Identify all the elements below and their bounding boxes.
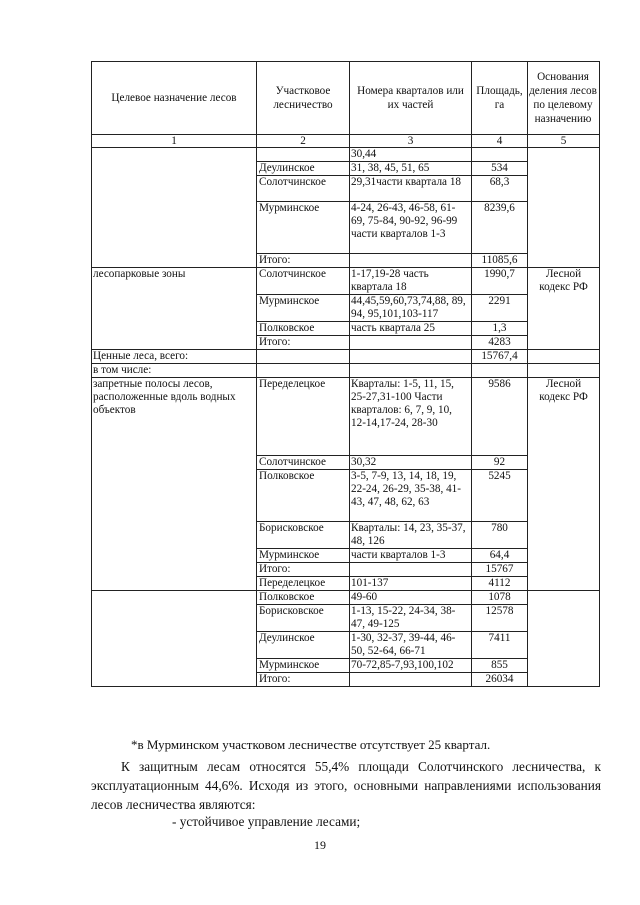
- quarters-cell: 1-17,19-28 часть квартала 18: [350, 268, 472, 295]
- area-cell: 9586: [472, 378, 528, 456]
- quarters-cell: 70-72,85-7,93,100,102: [350, 659, 472, 673]
- area-cell: 64,4: [472, 549, 528, 563]
- header-quarters: Номера кварталов или их частей: [350, 62, 472, 135]
- area-cell: 1078: [472, 591, 528, 605]
- forestry-cell: Мурминское: [257, 549, 350, 563]
- forestry-cell: Солотчинское: [257, 268, 350, 295]
- forestry-cell: Мурминское: [257, 202, 350, 254]
- forestry-cell: Солотчинское: [257, 456, 350, 470]
- header-basis: Основания деления лесов по целевому назначению: [528, 62, 600, 135]
- forestry-cell: [257, 350, 350, 364]
- quarters-cell: 44,45,59,60,73,74,88, 89, 94, 95,101,103-117: [350, 295, 472, 322]
- basis-cell: Лесной кодекс РФ: [528, 378, 600, 591]
- area-cell: 8239,6: [472, 202, 528, 254]
- column-number: 3: [350, 135, 472, 148]
- forestry-cell: Итого:: [257, 673, 350, 687]
- column-number: 4: [472, 135, 528, 148]
- column-number-row: [92, 135, 600, 148]
- purpose-cell: в том числе:: [92, 364, 257, 378]
- column-number: 2: [257, 135, 350, 148]
- forestry-cell: Переделецкое: [257, 577, 350, 591]
- forestry-cell: Борисковское: [257, 605, 350, 632]
- quarters-cell: 31, 38, 45, 51, 65: [350, 162, 472, 176]
- area-cell: 11085,6: [472, 254, 528, 268]
- purpose-cell: запретные полосы лесов, расположенные вдоль водных объектов: [92, 378, 257, 591]
- area-cell: [472, 148, 528, 162]
- header-forestry: Участковое лесничество: [257, 62, 350, 135]
- forestry-cell: Полковское: [257, 470, 350, 522]
- area-cell: 15767: [472, 563, 528, 577]
- table-row: [92, 350, 600, 364]
- area-cell: [472, 364, 528, 378]
- table-body: [92, 148, 600, 687]
- quarters-cell: 1-30, 32-37, 39-44, 46-50, 52-64, 66-71: [350, 632, 472, 659]
- quarters-cell: 30,32: [350, 456, 472, 470]
- quarters-cell: 1-13, 15-22, 24-34, 38-47, 49-125: [350, 605, 472, 632]
- area-cell: 780: [472, 522, 528, 549]
- quarters-cell: части кварталов 1-3: [350, 549, 472, 563]
- area-cell: 4283: [472, 336, 528, 350]
- purpose-cell: Ценные леса, всего:: [92, 350, 257, 364]
- purpose-cell: [92, 591, 257, 687]
- forestry-cell: Деулинское: [257, 162, 350, 176]
- forestry-cell: Итого:: [257, 336, 350, 350]
- quarters-cell: [350, 364, 472, 378]
- quarters-cell: [350, 336, 472, 350]
- forestry-cell: Мурминское: [257, 295, 350, 322]
- area-cell: 855: [472, 659, 528, 673]
- basis-cell: Лесной кодекс РФ: [528, 268, 600, 350]
- area-cell: 68,3: [472, 176, 528, 202]
- quarters-cell: часть квартала 25: [350, 322, 472, 336]
- quarters-cell: 101-137: [350, 577, 472, 591]
- table-row: [92, 268, 600, 295]
- forestry-cell: Полковское: [257, 322, 350, 336]
- quarters-cell: 30,44: [350, 148, 472, 162]
- header-purpose: Целевое назначение лесов: [92, 62, 257, 135]
- purpose-cell: лесопарковые зоны: [92, 268, 257, 350]
- forestry-cell: [257, 148, 350, 162]
- forestry-cell: Итого:: [257, 254, 350, 268]
- basis-cell: [528, 350, 600, 364]
- quarters-cell: [350, 350, 472, 364]
- table-row: [92, 378, 600, 456]
- area-cell: 1990,7: [472, 268, 528, 295]
- forestry-cell: Итого:: [257, 563, 350, 577]
- quarters-cell: 29,31части квартала 18: [350, 176, 472, 202]
- area-cell: 15767,4: [472, 350, 528, 364]
- purpose-cell: [92, 148, 257, 268]
- area-cell: 12578: [472, 605, 528, 632]
- area-cell: 1,3: [472, 322, 528, 336]
- forestry-cell: Деулинское: [257, 632, 350, 659]
- area-cell: 5245: [472, 470, 528, 522]
- area-cell: 7411: [472, 632, 528, 659]
- quarters-cell: 3-5, 7-9, 13, 14, 18, 19, 22-24, 26-29, 35-38, 41-43, 47, 48, 62, 63: [350, 470, 472, 522]
- table-row: [92, 591, 600, 605]
- quarters-cell: [350, 254, 472, 268]
- forestry-cell: Солотчинское: [257, 176, 350, 202]
- page-number: 19: [314, 838, 326, 852]
- forestry-cell: Переделецкое: [257, 378, 350, 456]
- quarters-cell: 49-60: [350, 591, 472, 605]
- forestry-cell: Полковское: [257, 591, 350, 605]
- table-header-row: [92, 62, 600, 135]
- paragraph-text: К защитным лесам относятся 55,4% площади Солотчинского лесничества, к эксплуатационным 44,6%. Исходя из этого, основными направлениями использования лесов лесничества являются:: [91, 759, 601, 812]
- area-cell: 26034: [472, 673, 528, 687]
- body-paragraph: [91, 757, 601, 814]
- area-cell: 2291: [472, 295, 528, 322]
- quarters-cell: Кварталы: 1-5, 11, 15, 25-27,31-100 Части кварталов: 6, 7, 9, 10, 12-14,17-24, 28-30: [350, 378, 472, 456]
- forestry-cell: Борисковское: [257, 522, 350, 549]
- quarters-cell: [350, 673, 472, 687]
- basis-cell: [528, 364, 600, 378]
- area-cell: 534: [472, 162, 528, 176]
- forestry-cell: Мурминское: [257, 659, 350, 673]
- quarters-cell: 4-24, 26-43, 46-58, 61-69, 75-84, 90-92, 96-99 части кварталов 1-3: [350, 202, 472, 254]
- quarters-cell: [350, 563, 472, 577]
- forest-purpose-table: [91, 61, 600, 687]
- quarters-cell: Кварталы: 14, 23, 35-37, 48, 126: [350, 522, 472, 549]
- forestry-cell: [257, 364, 350, 378]
- header-area: Площадь, га: [472, 62, 528, 135]
- bullet-item: - устойчивое управление лесами;: [172, 814, 361, 829]
- footnote: *в Мурминском участковом лесничестве отсутствует 25 квартал.: [131, 737, 491, 752]
- basis-cell: [528, 148, 600, 268]
- area-cell: 4112: [472, 577, 528, 591]
- basis-cell: [528, 591, 600, 687]
- area-cell: 92: [472, 456, 528, 470]
- table-row: [92, 364, 600, 378]
- column-number: 5: [528, 135, 600, 148]
- table-row: [92, 148, 600, 162]
- column-number: 1: [92, 135, 257, 148]
